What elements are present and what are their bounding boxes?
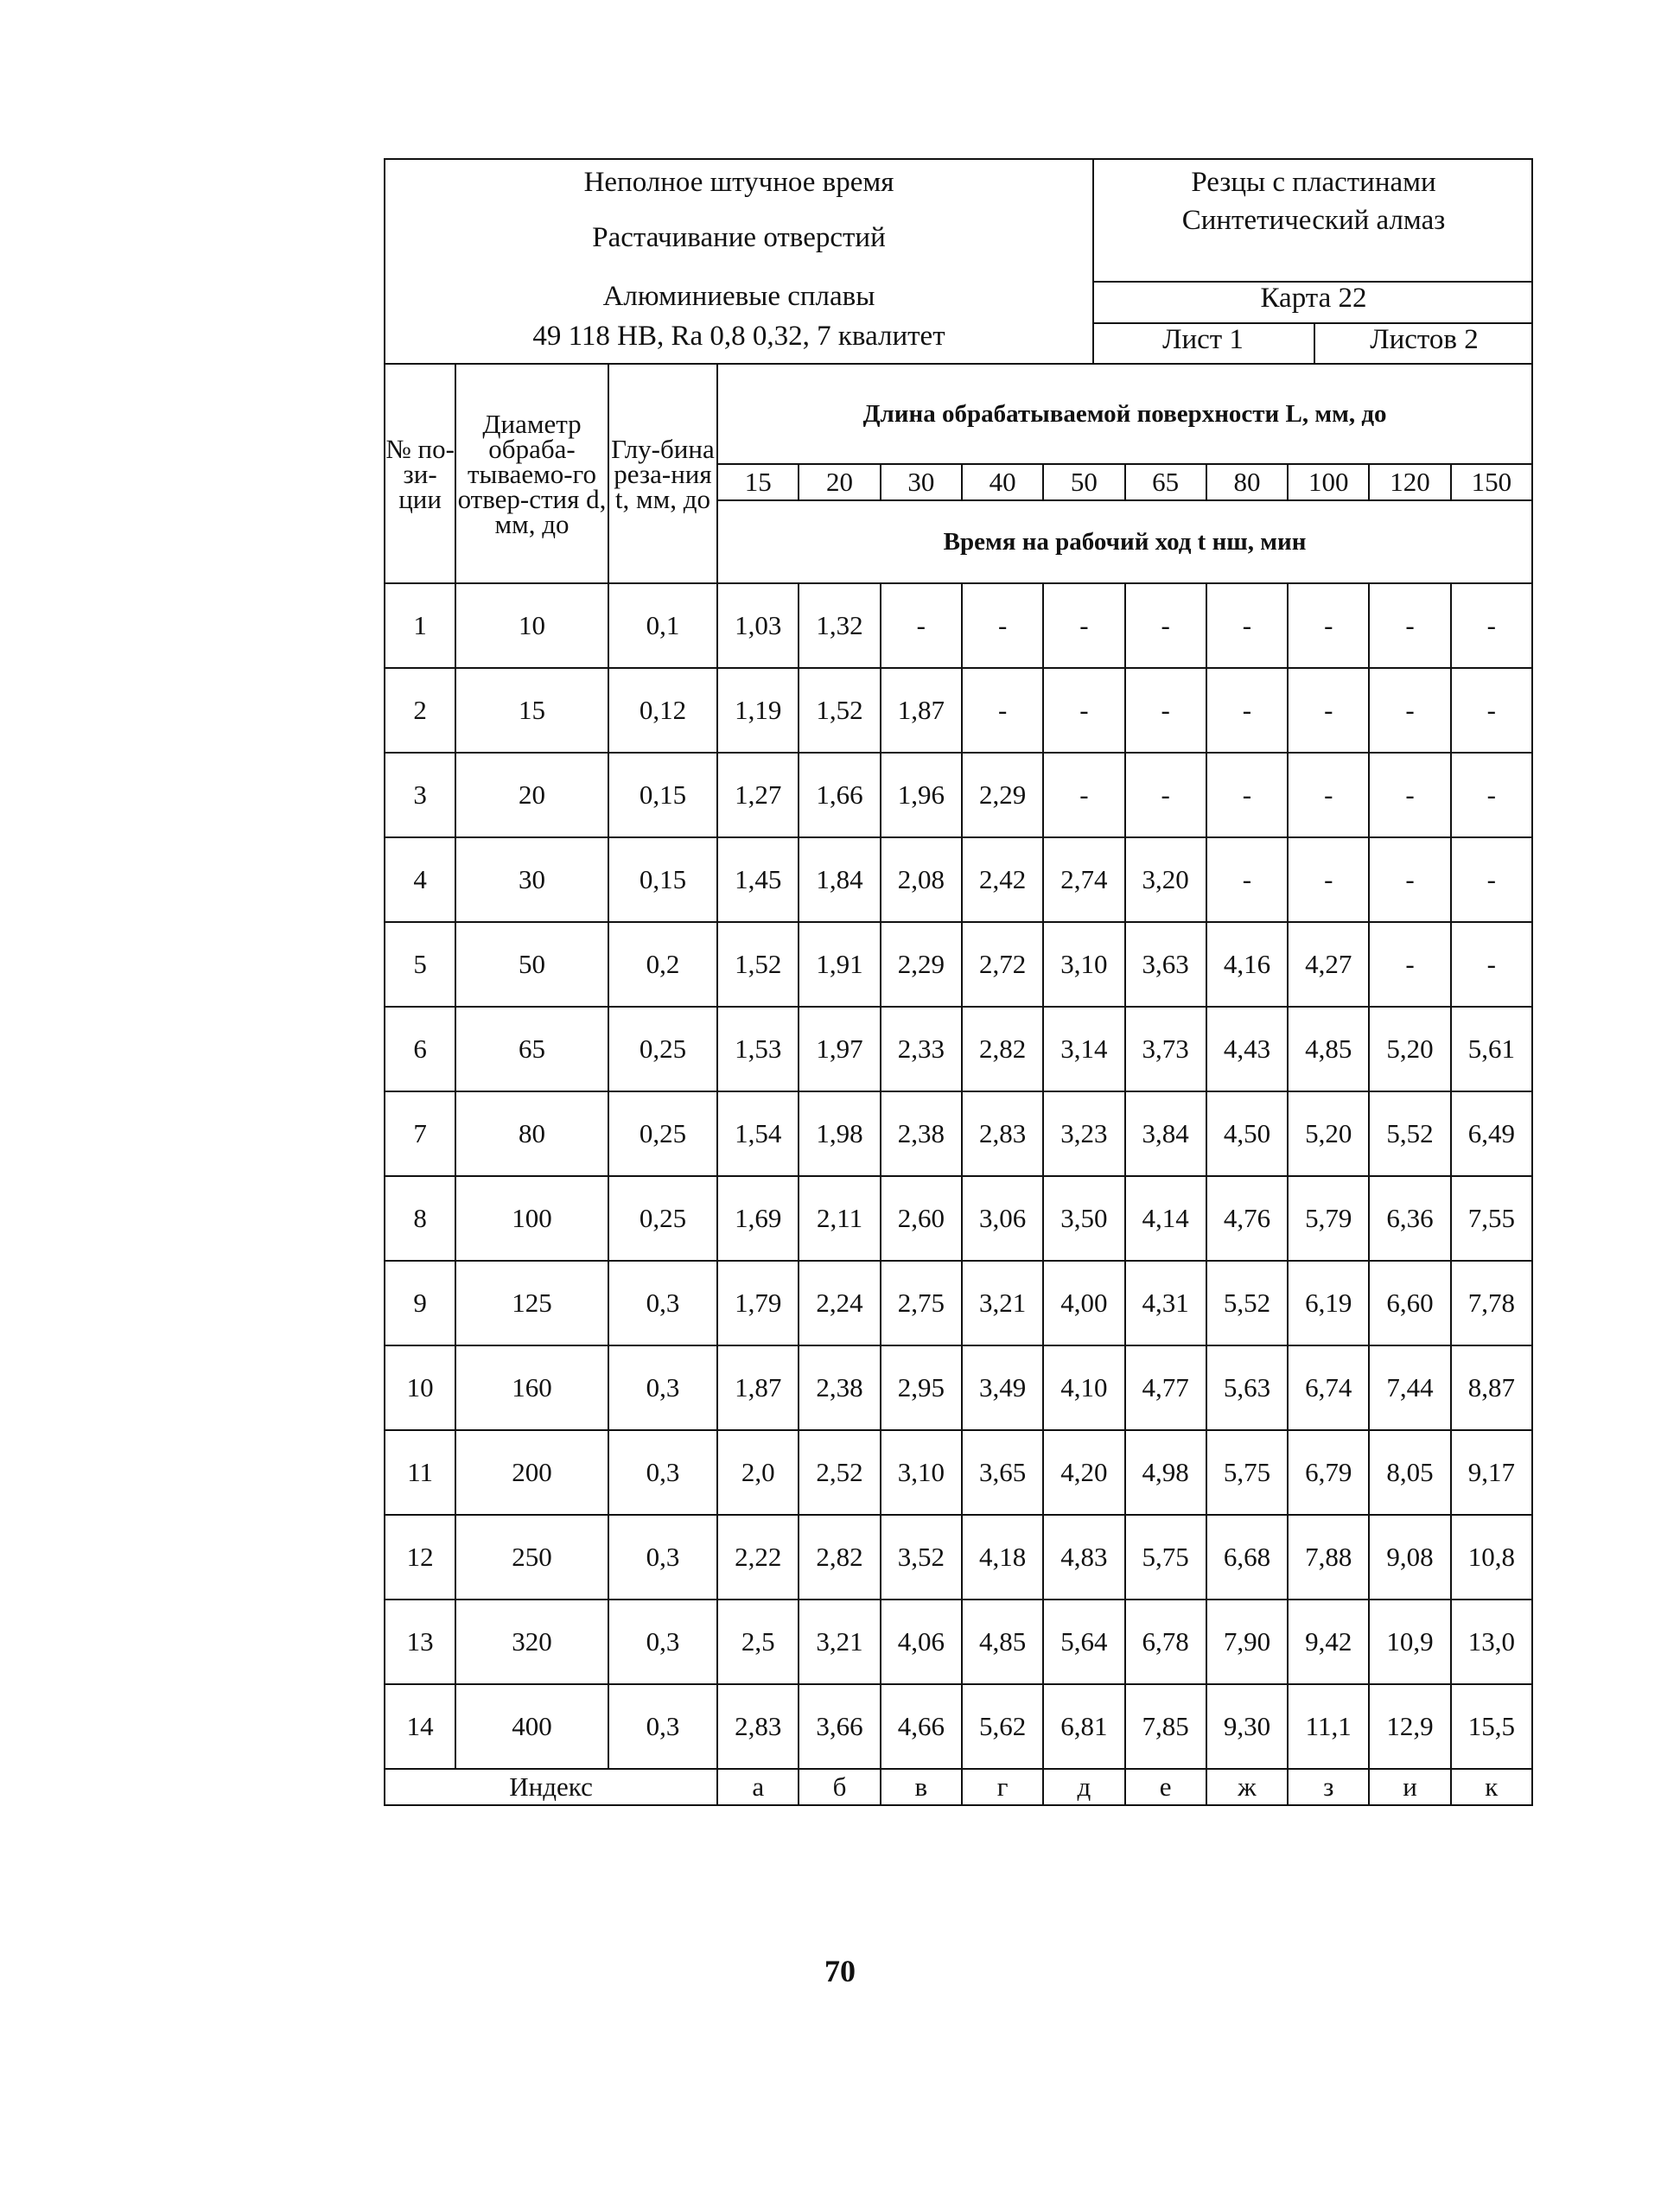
index-letter: е — [1125, 1769, 1206, 1805]
depth-value: 0,25 — [608, 1176, 717, 1261]
index-letter: д — [1043, 1769, 1124, 1805]
time-value: 5,20 — [1288, 1091, 1369, 1176]
time-value: 4,77 — [1125, 1345, 1206, 1430]
table-row — [385, 583, 1532, 668]
time-value: 4,50 — [1206, 1091, 1288, 1176]
position-number: 8 — [385, 1176, 455, 1261]
time-value: 2,08 — [881, 837, 962, 922]
time-value: 3,50 — [1043, 1176, 1124, 1261]
time-value: 1,98 — [799, 1091, 880, 1176]
time-value: - — [1125, 583, 1206, 668]
header-left — [385, 160, 1094, 363]
time-value: - — [1451, 583, 1532, 668]
time-value: 2,82 — [962, 1007, 1043, 1091]
length-value: 40 — [962, 464, 1043, 500]
time-value: 2,24 — [799, 1261, 880, 1345]
time-value: 2,38 — [881, 1091, 962, 1176]
diameter-value: 15 — [455, 668, 608, 753]
time-value: - — [1451, 837, 1532, 922]
time-value: - — [1125, 668, 1206, 753]
header-title-time: Неполное штучное время — [583, 167, 894, 198]
time-value: 4,20 — [1043, 1430, 1124, 1515]
time-value: 10,9 — [1369, 1600, 1450, 1684]
length-value: 20 — [799, 464, 880, 500]
table-row — [385, 1007, 1532, 1091]
time-value: 6,36 — [1369, 1176, 1450, 1261]
depth-value: 0,12 — [608, 668, 717, 753]
time-value: - — [1288, 837, 1369, 922]
time-value: - — [1206, 668, 1288, 753]
time-value: 2,52 — [799, 1430, 880, 1515]
depth-value: 0,3 — [608, 1261, 717, 1345]
time-value: - — [1043, 668, 1124, 753]
header-sheets-total: Листов 2 — [1370, 324, 1479, 355]
table-row — [385, 1261, 1532, 1345]
diameter-value: 50 — [455, 922, 608, 1007]
position-number: 14 — [385, 1684, 455, 1769]
time-value: 8,87 — [1451, 1345, 1532, 1430]
column-header-diameter: Диаметр обраба-тываемо-го отвер-стия d, мм, до — [455, 364, 608, 583]
time-value: - — [1451, 753, 1532, 837]
time-value: 3,84 — [1125, 1091, 1206, 1176]
time-value: - — [881, 583, 962, 668]
time-value: 2,5 — [717, 1600, 799, 1684]
depth-value: 0,3 — [608, 1430, 717, 1515]
time-value: - — [1369, 583, 1450, 668]
time-value: 1,54 — [717, 1091, 799, 1176]
header-title-operation: Растачивание отверстий — [592, 222, 886, 253]
depth-value: 0,3 — [608, 1515, 717, 1600]
time-value: 3,73 — [1125, 1007, 1206, 1091]
position-number: 5 — [385, 922, 455, 1007]
time-value: 15,5 — [1451, 1684, 1532, 1769]
time-value: 2,29 — [881, 922, 962, 1007]
time-value: 4,18 — [962, 1515, 1043, 1600]
time-value: 3,23 — [1043, 1091, 1124, 1176]
time-value: 11,1 — [1288, 1684, 1369, 1769]
time-value: 7,44 — [1369, 1345, 1450, 1430]
column-header-length: Длина обрабатываемой поверхности L, мм, до — [717, 364, 1532, 464]
time-value: 2,83 — [717, 1684, 799, 1769]
position-number: 2 — [385, 668, 455, 753]
time-value: 4,16 — [1206, 922, 1288, 1007]
time-value: 9,08 — [1369, 1515, 1450, 1600]
time-value: 4,85 — [962, 1600, 1043, 1684]
time-value: 3,10 — [1043, 922, 1124, 1007]
header-card: Карта 22 — [1260, 283, 1367, 314]
time-value: 2,22 — [717, 1515, 799, 1600]
table-row — [385, 668, 1532, 753]
time-value: 1,27 — [717, 753, 799, 837]
time-table — [384, 363, 1533, 1806]
time-value: 3,52 — [881, 1515, 962, 1600]
diameter-value: 160 — [455, 1345, 608, 1430]
depth-value: 0,15 — [608, 837, 717, 922]
time-value: 6,19 — [1288, 1261, 1369, 1345]
depth-value: 0,3 — [608, 1684, 717, 1769]
time-value: 1,69 — [717, 1176, 799, 1261]
position-number: 4 — [385, 837, 455, 922]
time-value: 5,64 — [1043, 1600, 1124, 1684]
time-value: 5,61 — [1451, 1007, 1532, 1091]
time-value: 1,91 — [799, 922, 880, 1007]
index-letter: з — [1288, 1769, 1369, 1805]
table-row — [385, 1430, 1532, 1515]
position-number: 13 — [385, 1600, 455, 1684]
time-value: - — [1369, 837, 1450, 922]
time-value: 1,87 — [717, 1345, 799, 1430]
time-value: 1,03 — [717, 583, 799, 668]
header-hardness-accuracy: 49 118 НВ, Ra 0,8 0,32, 7 квалитет — [532, 321, 945, 352]
time-value: 2,95 — [881, 1345, 962, 1430]
time-value: 4,31 — [1125, 1261, 1206, 1345]
depth-value: 0,25 — [608, 1091, 717, 1176]
time-value: 6,79 — [1288, 1430, 1369, 1515]
depth-value: 0,3 — [608, 1345, 717, 1430]
length-value: 120 — [1369, 464, 1450, 500]
time-value: 2,83 — [962, 1091, 1043, 1176]
time-value: 6,60 — [1369, 1261, 1450, 1345]
diameter-value: 200 — [455, 1430, 608, 1515]
diameter-value: 100 — [455, 1176, 608, 1261]
time-value: 1,32 — [799, 583, 880, 668]
time-value: 3,20 — [1125, 837, 1206, 922]
position-number: 10 — [385, 1345, 455, 1430]
time-value: 5,62 — [962, 1684, 1043, 1769]
diameter-value: 65 — [455, 1007, 608, 1091]
time-value: 3,21 — [962, 1261, 1043, 1345]
length-value: 30 — [881, 464, 962, 500]
column-header-depth: Глу-бина реза-ния t, мм, до — [608, 364, 717, 583]
index-letter: г — [962, 1769, 1043, 1805]
time-value: 4,66 — [881, 1684, 962, 1769]
time-value: - — [1206, 753, 1288, 837]
time-value: - — [962, 668, 1043, 753]
diameter-value: 250 — [455, 1515, 608, 1600]
time-value: - — [1288, 753, 1369, 837]
time-value: 3,10 — [881, 1430, 962, 1515]
index-row — [385, 1769, 1532, 1805]
time-value: - — [1369, 753, 1450, 837]
time-value: 2,29 — [962, 753, 1043, 837]
time-value: 1,52 — [717, 922, 799, 1007]
time-value: 2,42 — [962, 837, 1043, 922]
time-value: 7,88 — [1288, 1515, 1369, 1600]
time-value: 3,65 — [962, 1430, 1043, 1515]
time-value: 3,21 — [799, 1600, 880, 1684]
column-header-position: № по-зи-ции — [385, 364, 455, 583]
time-value: 12,9 — [1369, 1684, 1450, 1769]
time-value: 7,78 — [1451, 1261, 1532, 1345]
header-sheet: Лист 1 — [1162, 324, 1244, 355]
time-value: 6,78 — [1125, 1600, 1206, 1684]
depth-value: 0,25 — [608, 1007, 717, 1091]
time-value: - — [1369, 922, 1450, 1007]
time-value: 5,52 — [1369, 1091, 1450, 1176]
diameter-value: 10 — [455, 583, 608, 668]
table-row — [385, 1345, 1532, 1430]
index-letter: а — [717, 1769, 799, 1805]
length-value: 100 — [1288, 464, 1369, 500]
table-row — [385, 922, 1532, 1007]
table-row — [385, 1515, 1532, 1600]
position-number: 9 — [385, 1261, 455, 1345]
position-number: 3 — [385, 753, 455, 837]
index-letter: к — [1451, 1769, 1532, 1805]
table-row — [385, 1600, 1532, 1684]
time-value: - — [1288, 668, 1369, 753]
time-value: 9,30 — [1206, 1684, 1288, 1769]
time-value: 4,00 — [1043, 1261, 1124, 1345]
position-number: 12 — [385, 1515, 455, 1600]
length-value: 150 — [1451, 464, 1532, 500]
time-value: 7,90 — [1206, 1600, 1288, 1684]
time-value: 6,74 — [1288, 1345, 1369, 1430]
diameter-value: 400 — [455, 1684, 608, 1769]
time-value: 1,19 — [717, 668, 799, 753]
time-value: 6,68 — [1206, 1515, 1288, 1600]
time-value: 1,96 — [881, 753, 962, 837]
time-value: - — [962, 583, 1043, 668]
time-value: 1,66 — [799, 753, 880, 837]
time-value: 7,55 — [1451, 1176, 1532, 1261]
time-value: - — [1043, 583, 1124, 668]
time-value: 2,72 — [962, 922, 1043, 1007]
time-value: 2,11 — [799, 1176, 880, 1261]
depth-value: 0,15 — [608, 753, 717, 837]
time-value: 6,81 — [1043, 1684, 1124, 1769]
time-value: 8,05 — [1369, 1430, 1450, 1515]
time-value: 3,14 — [1043, 1007, 1124, 1091]
depth-value: 0,1 — [608, 583, 717, 668]
time-value: 5,63 — [1206, 1345, 1288, 1430]
time-value: - — [1451, 922, 1532, 1007]
time-value: 6,49 — [1451, 1091, 1532, 1176]
time-value: 5,79 — [1288, 1176, 1369, 1261]
column-header-time: Время на рабочий ход t нш, мин — [717, 500, 1532, 583]
time-value: 1,79 — [717, 1261, 799, 1345]
time-value: 5,75 — [1125, 1515, 1206, 1600]
time-value: - — [1288, 583, 1369, 668]
index-letter: в — [881, 1769, 962, 1805]
time-value: 2,82 — [799, 1515, 880, 1600]
time-value: 9,42 — [1288, 1600, 1369, 1684]
length-value: 15 — [717, 464, 799, 500]
time-value: 4,10 — [1043, 1345, 1124, 1430]
time-value: 3,49 — [962, 1345, 1043, 1430]
time-value: 9,17 — [1451, 1430, 1532, 1515]
time-value: 1,45 — [717, 837, 799, 922]
position-number: 7 — [385, 1091, 455, 1176]
time-value: 4,27 — [1288, 922, 1369, 1007]
length-value: 65 — [1125, 464, 1206, 500]
time-value: 1,84 — [799, 837, 880, 922]
length-value: 80 — [1206, 464, 1288, 500]
index-letter: ж — [1206, 1769, 1288, 1805]
position-number: 1 — [385, 583, 455, 668]
time-value: 4,98 — [1125, 1430, 1206, 1515]
time-value: - — [1369, 668, 1450, 753]
index-letter: и — [1369, 1769, 1450, 1805]
time-value: 2,74 — [1043, 837, 1124, 922]
diameter-value: 80 — [455, 1091, 608, 1176]
time-value: - — [1043, 753, 1124, 837]
header-tool: Резцы с пластинами — [1191, 167, 1436, 198]
time-value: 5,52 — [1206, 1261, 1288, 1345]
time-value: 1,97 — [799, 1007, 880, 1091]
time-value: 1,53 — [717, 1007, 799, 1091]
time-value: 4,83 — [1043, 1515, 1124, 1600]
table-row — [385, 753, 1532, 837]
depth-value: 0,3 — [608, 1600, 717, 1684]
time-value: 2,33 — [881, 1007, 962, 1091]
header-right — [1094, 160, 1533, 363]
position-number: 11 — [385, 1430, 455, 1515]
table-row — [385, 837, 1532, 922]
time-value: - — [1125, 753, 1206, 837]
time-value: 2,38 — [799, 1345, 880, 1430]
time-value: - — [1451, 668, 1532, 753]
time-value: 5,20 — [1369, 1007, 1450, 1091]
diameter-value: 125 — [455, 1261, 608, 1345]
time-value: 2,75 — [881, 1261, 962, 1345]
header-tool-material: Синтетический алмаз — [1181, 205, 1446, 236]
time-value: 13,0 — [1451, 1600, 1532, 1684]
page-number: 70 — [824, 1954, 856, 1988]
time-value: 2,60 — [881, 1176, 962, 1261]
diameter-value: 30 — [455, 837, 608, 922]
time-value: 3,06 — [962, 1176, 1043, 1261]
time-value: 5,75 — [1206, 1430, 1288, 1515]
table-row — [385, 1091, 1532, 1176]
index-label: Индекс — [385, 1769, 717, 1805]
diameter-value: 20 — [455, 753, 608, 837]
diameter-value: 320 — [455, 1600, 608, 1684]
length-value: 50 — [1043, 464, 1124, 500]
time-value: 3,66 — [799, 1684, 880, 1769]
time-value: 10,8 — [1451, 1515, 1532, 1600]
time-value: 1,52 — [799, 668, 880, 753]
time-value: 4,14 — [1125, 1176, 1206, 1261]
time-value: 4,76 — [1206, 1176, 1288, 1261]
header-material: Алюминиевые сплавы — [602, 281, 875, 312]
time-value: 7,85 — [1125, 1684, 1206, 1769]
time-value: 3,63 — [1125, 922, 1206, 1007]
depth-value: 0,2 — [608, 922, 717, 1007]
time-value: - — [1206, 583, 1288, 668]
position-number: 6 — [385, 1007, 455, 1091]
time-value: 1,87 — [881, 668, 962, 753]
time-value: 4,85 — [1288, 1007, 1369, 1091]
table-row — [385, 1684, 1532, 1769]
time-value: 4,43 — [1206, 1007, 1288, 1091]
time-value: 4,06 — [881, 1600, 962, 1684]
time-value: 2,0 — [717, 1430, 799, 1515]
index-letter: б — [799, 1769, 880, 1805]
table-row — [385, 1176, 1532, 1261]
header-block — [384, 158, 1533, 363]
time-value: - — [1206, 837, 1288, 922]
